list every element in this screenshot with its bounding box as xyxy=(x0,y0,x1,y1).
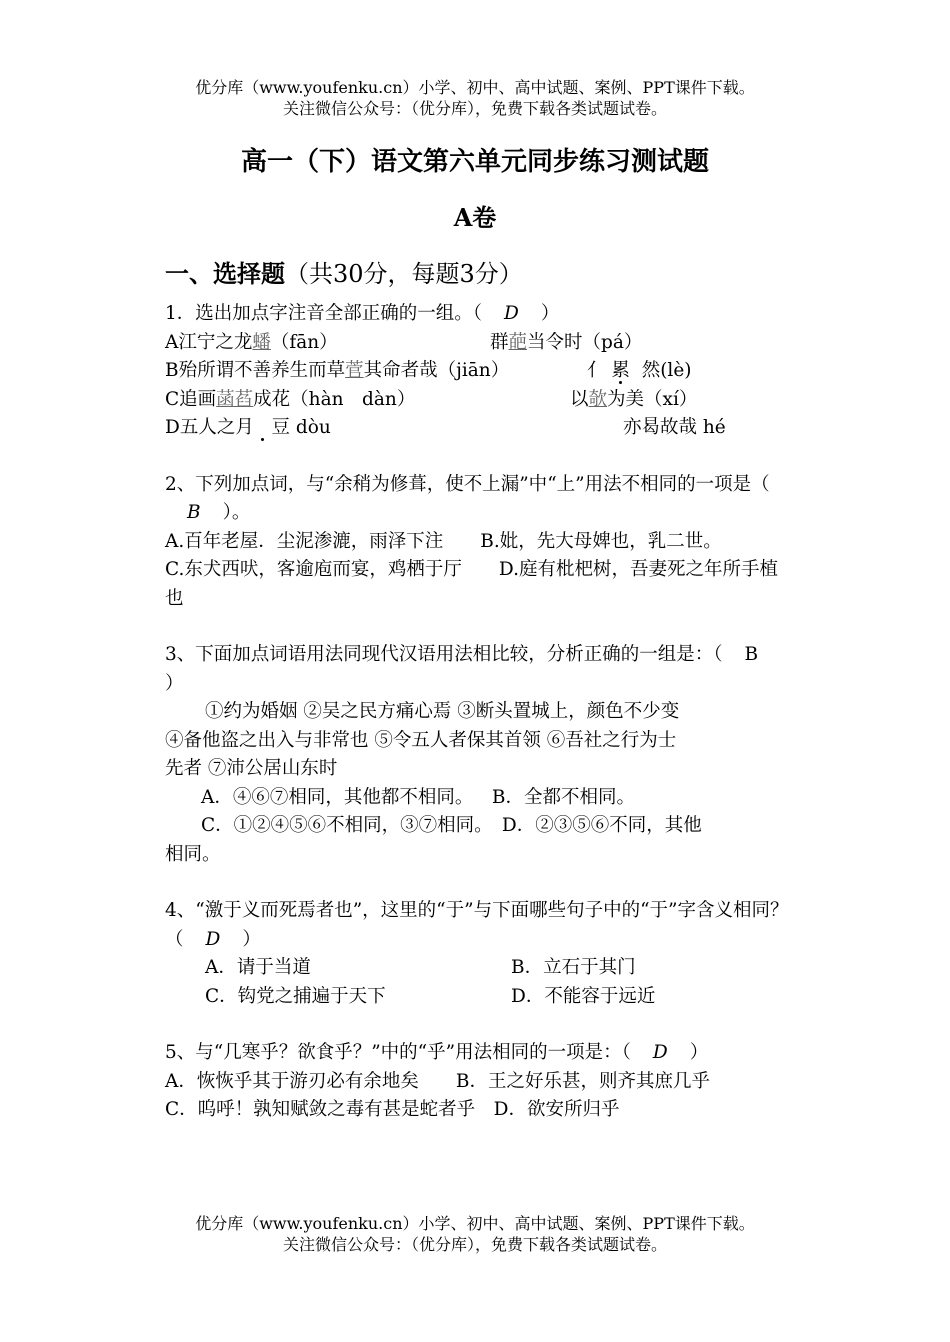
q4-options-cd: C．钩党之捕遍于天下 D．不能容于远近 xyxy=(205,985,656,1007)
q3-options-tail: 相同。 xyxy=(165,843,221,865)
section-note: （共30分，每题3分） xyxy=(285,260,523,288)
questions xyxy=(165,300,793,1125)
q5-answer: D xyxy=(652,1042,668,1063)
q5-stem: 5、与“几寒乎？欲食乎？”中的“乎”用法相同的一项是：（ D ） xyxy=(165,1039,793,1068)
q1-option-b: B殆所谓不善养生而草菅其命者哉（jiān） 亻 累 然(lè) xyxy=(165,360,692,381)
q4-answer: D xyxy=(205,928,221,950)
q1-option-d: D五人之月 豆 dòu 亦曷故哉 hé xyxy=(165,417,726,438)
q2-stem: 2、下列加点词，与“余稍为修葺，使不上漏”中“上”用法不相同的一项是（B ）。 xyxy=(165,471,793,528)
header-line-2: 关注微信公众号：（优分库），免费下载各类试题试卷。 xyxy=(282,99,667,118)
q3-options-ab: A．④⑥⑦相同，其他都不相同。 B．全都不相同。 xyxy=(201,786,635,808)
q3-options-cd: C．①②④⑤⑥不相同，③⑦相同。 D．②③⑤⑥不同，其他 xyxy=(201,815,702,836)
section-name: 一、选择题 xyxy=(165,259,285,288)
q5-options-cd: C．呜呼！孰知赋敛之毒有甚是蛇者乎 D．欲安所归乎 xyxy=(165,1099,620,1120)
q2-options-cd: C.东犬西吠，客逾庖而宴，鸡栖于厅 D.庭有枇杷树，吾妻死之年所手植也 xyxy=(165,559,778,609)
q4-options-ab: A．请于当道 B．立石于其门 xyxy=(205,957,636,978)
q3-list-2: ④备他盗之出入与非常也 ⑤令五人者保其首领 ⑥吾社之行为士 xyxy=(165,729,677,751)
q5-options-ab: A．恢恢乎其于游刃必有余地矣 B．王之好乐甚，则齐其庶几乎 xyxy=(165,1070,710,1092)
section-heading xyxy=(165,254,523,289)
q1-answer: D xyxy=(504,303,519,324)
q3-list-1: ①约为婚姻 ②吴之民方痛心焉 ③断头置城上，颜色不少变 xyxy=(205,701,680,722)
page-subtitle: A卷 xyxy=(453,203,497,232)
page-footer xyxy=(0,1213,950,1255)
q2-options-ab: A.百年老屋．尘泥渗漉，雨泽下注 B.妣，先大母婢也，乳二世。 xyxy=(165,530,722,552)
q1-option-c: C追画菡萏成花（hàn dàn） 以欹为美（xí） xyxy=(165,388,698,410)
q2-answer: B xyxy=(187,502,201,523)
q4-stem: 4、“激于义而死焉者也”，这里的“于”与下面哪些句子中的“于”字含义相同？（ D ） xyxy=(165,897,793,954)
q3-stem: 3、下面加点词语用法同现代汉语用法相比较，分析正确的一组是：（ B） xyxy=(165,641,793,698)
q1-stem: 1．选出加点字注音全部正确的一组。（ D ） xyxy=(165,300,793,329)
header-line-1: 优分库（www.youfenku.cn）小学、初中、高中试题、案例、PPT课件下载。 xyxy=(195,78,755,97)
q1-option-a: A江宁之龙蟠（fān） 群葩当令时（pá） xyxy=(165,331,643,353)
q3-list-3: 先者 ⑦沛公居山东时 xyxy=(165,758,338,779)
page-title: 高一（下）语文第六单元同步练习测试题 xyxy=(240,147,709,177)
footer-line-2: 关注微信公众号：（优分库），免费下载各类试题试卷。 xyxy=(282,1235,667,1254)
q3-answer: B xyxy=(744,644,759,665)
page-header xyxy=(0,77,950,119)
footer-line-1: 优分库（www.youfenku.cn）小学、初中、高中试题、案例、PPT课件下载。 xyxy=(195,1214,755,1233)
